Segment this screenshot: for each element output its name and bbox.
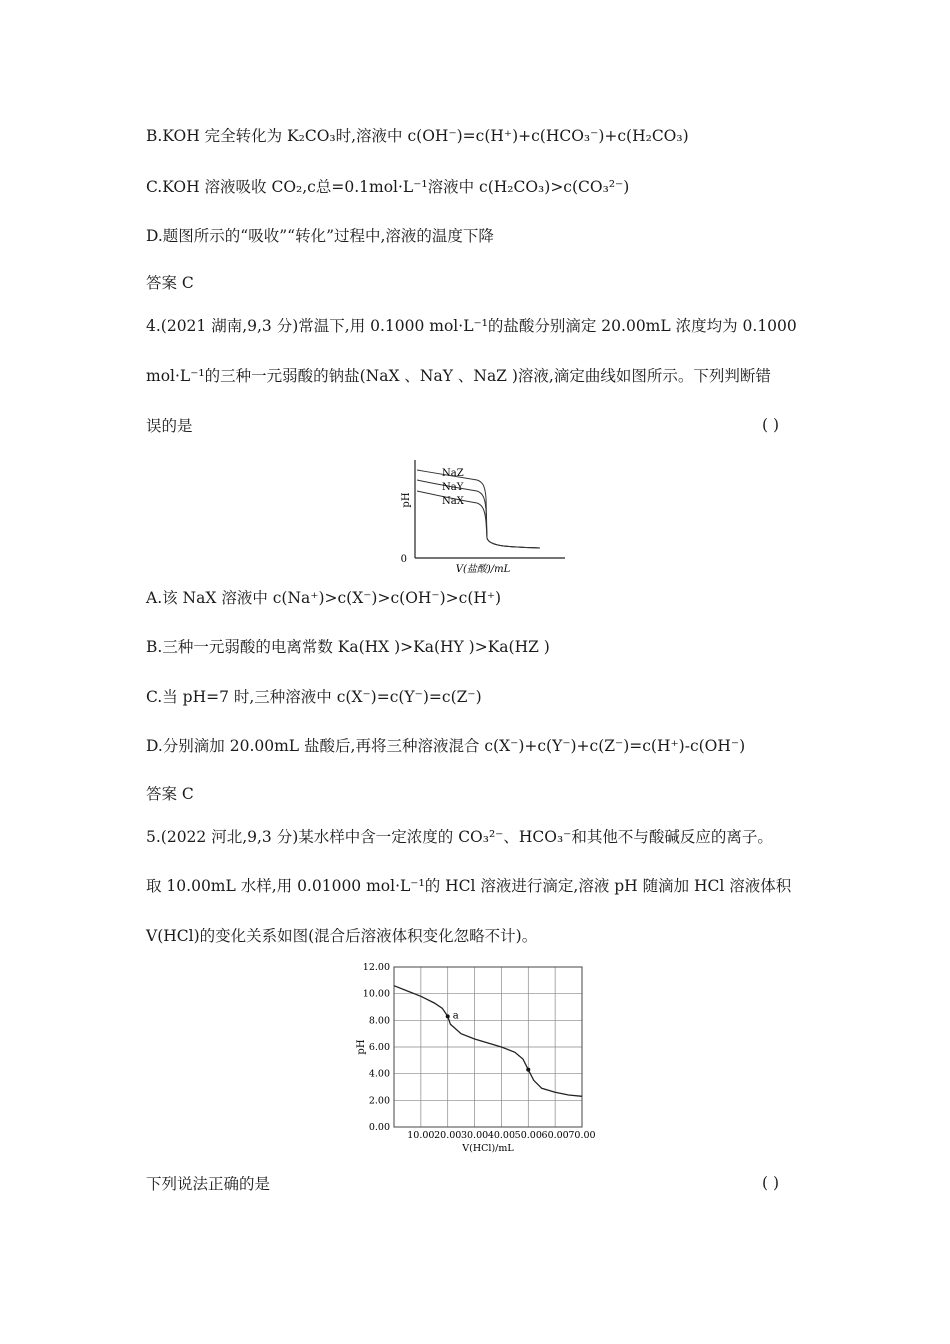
data-point [526,1068,530,1072]
q4-option-c: C.当 pH=7 时,三种溶液中 c(X⁻)=c(Y⁻)=c(Z⁻) [146,688,482,706]
q5-stem-line4: 下列说法正确的是 [146,1175,271,1193]
y-tick-label: 6.00 [368,1042,390,1053]
q4-y-label: pH [401,492,412,508]
q4-curve-nay [417,480,540,548]
q4-stem-line3: 误的是 [146,417,193,435]
q4-option-d: D.分别滴加 20.00mL 盐酸后,再将三种溶液混合 c(X⁻)+c(Y⁻)+c(Z⁻)=c(H⁺)-c(OH⁻) [146,737,746,755]
x-tick-label: 20.00 [434,1130,462,1141]
q3-answer: 答案 C [146,274,194,292]
q4-stem-line2: mol·L⁻¹的三种一元弱酸的钠盐(NaX 、NaY 、NaZ )溶液,滴定曲线如图所示。下列判断错 [146,367,771,385]
ph-curve [394,986,582,1097]
q4-curve-label-naz: NaZ [442,468,464,479]
q4-curve-naz [417,470,540,548]
x-tick-label: 30.00 [460,1130,489,1141]
q4-titration-figure [395,458,570,578]
data-point [446,1014,450,1018]
q3-option-c: C.KOH 溶液吸收 CO₂,c总=0.1mol·L⁻¹溶液中 c(H₂CO₃)>c(CO₃²⁻) [146,178,630,196]
q3-option-d: D.题图所示的“吸收”“转化”过程中,溶液的温度下降 [146,227,494,245]
y-tick-label: 10.00 [362,988,390,1000]
y-axis-label: pH [356,1039,367,1055]
q4-curve-label-nay: NaY [442,482,464,493]
q3-option-b: B.KOH 完全转化为 K₂CO₃时,溶液中 c(OH⁻)=c(H⁺)+c(HCO₃⁻)+c(H₂CO₃) [146,127,689,145]
q4-answer: 答案 C [146,785,194,803]
point-label-a: a [452,1010,459,1022]
y-tick-label: 12.00 [362,962,390,973]
q4-origin-label: 0 [400,554,407,565]
q4-stem-line1: 4.(2021 湖南,9,3 分)常温下,用 0.1000 mol·L⁻¹的盐酸分别滴定 20.00mL 浓度均为 0.1000 [146,317,797,335]
q5-stem-line1: 5.(2022 河北,9,3 分)某水样中含一定浓度的 CO₃²⁻、HCO₃⁻和其他不与酸碱反应的离子。 [146,828,773,846]
q4-option-a: A.该 NaX 溶液中 c(Na⁺)>c(X⁻)>c(OH⁻)>c(H⁺) [146,589,502,607]
q4-option-b: B.三种一元弱酸的电离常数 Ka(HX )>Ka(HY )>Ka(HZ ) [146,638,550,656]
q4-answer-paren: ( ) [762,416,780,434]
q5-ph-chart [350,958,610,1158]
x-tick-label: 60.00 [541,1130,569,1141]
q4-curve-nax [417,491,540,548]
x-tick-label: 40.00 [487,1130,516,1141]
x-tick-label: 10.00 [407,1130,435,1141]
x-tick-label: 50.00 [514,1130,542,1141]
q4-curve-label-nax: NaX [442,496,464,507]
y-tick-label: 0.00 [368,1122,390,1133]
x-axis-label: V(HCl)/mL [462,1143,514,1154]
q5-stem-line3: V(HCl)的变化关系如图(混合后溶液体积变化忽略不计)。 [146,927,538,945]
y-tick-label: 2.00 [368,1095,390,1107]
y-tick-label: 4.00 [368,1068,390,1080]
q5-answer-paren: ( ) [762,1174,780,1192]
y-tick-label: 8.00 [368,1015,390,1027]
q5-stem-line2: 取 10.00mL 水样,用 0.01000 mol·L⁻¹的 HCl 溶液进行滴定,溶液 pH 随滴加 HCl 溶液体积 [146,877,792,895]
q4-x-label: V(盐酸)/mL [455,564,511,575]
x-tick-label: 70.00 [568,1130,596,1141]
